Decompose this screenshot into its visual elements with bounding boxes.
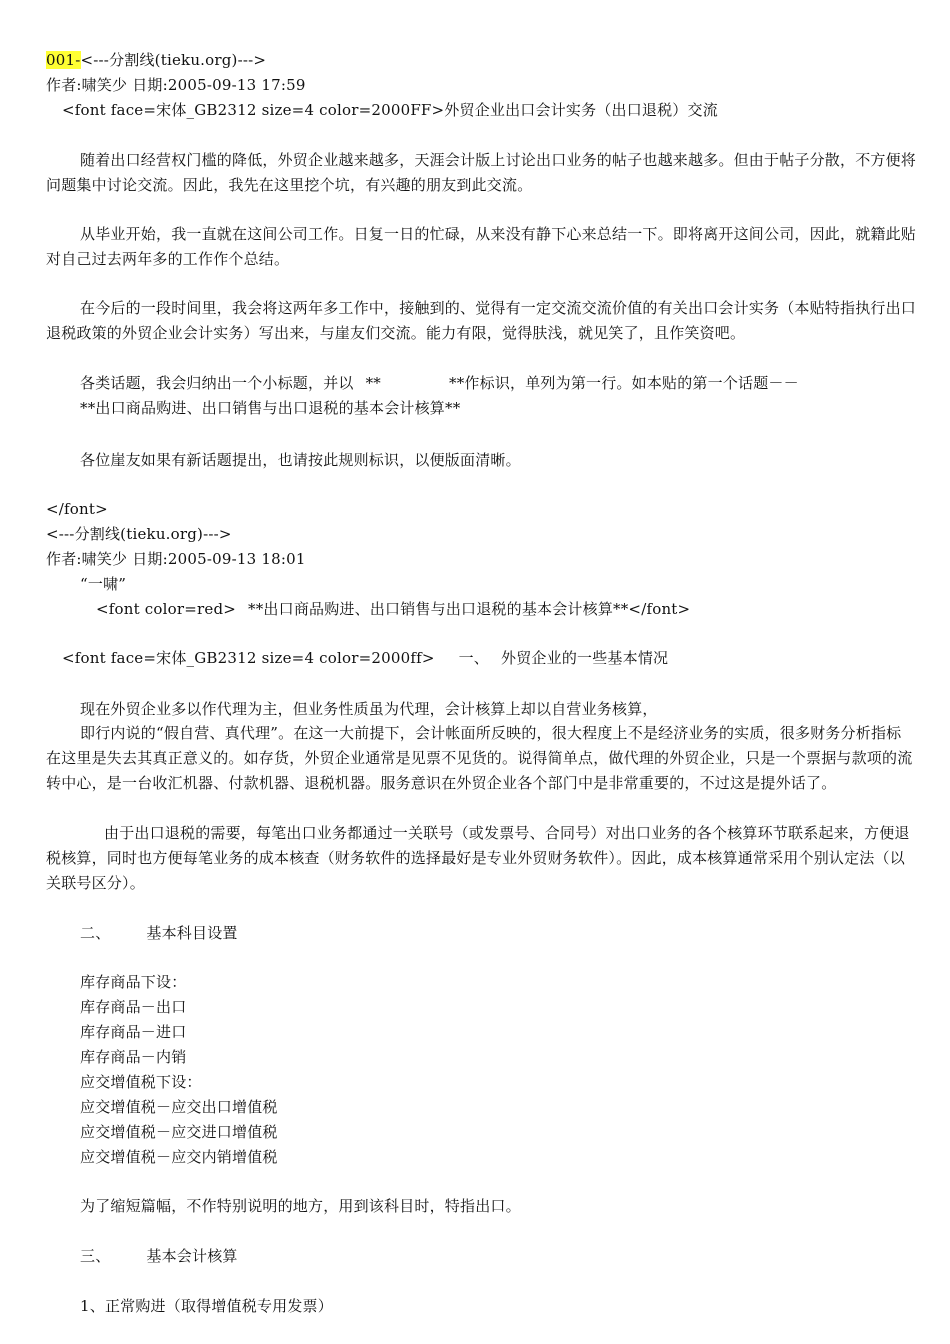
section1-paragraph-1: 现在外贸企业多以作代理为主，但业务性质虽为代理，会计核算上却以自营业务核算， — [80, 700, 658, 718]
section2-number: 二、 — [80, 924, 111, 942]
section3-item-1: 1、正常购进（取得增值税专用发票） — [80, 1297, 333, 1315]
post1-author-line: 作者:啸笑少 日期:2005-09-13 17:59 — [46, 76, 306, 94]
section3-heading — [80, 1244, 916, 1269]
separator-text: <---分割线(tieku.org)---> — [80, 51, 267, 69]
separator-line-1 — [46, 48, 916, 73]
post1-close-font: </font> — [46, 500, 108, 518]
section3-title: 基本会计核算 — [146, 1247, 238, 1265]
highlight-marker: 001- — [46, 51, 81, 69]
p4-left-text: 各类话题，我会归纳出一个小标题，并以 — [80, 374, 354, 392]
post1-paragraph-1: 随着出口经营权门槛的降低，外贸企业越来越多，天涯会计版上讨论出口业务的帖子也越来越多。但由于帖子分散，不方便将问题集中讨论交流。因此，我先在这里挖个坑，有兴趣的朋友到此交流。 — [46, 151, 917, 194]
section3-number: 三、 — [80, 1247, 111, 1265]
account-item: 应交增值税下设： — [80, 1073, 202, 1091]
section1-paragraph-2: 即行内说的“假自营、真代理”。在这一大前提下，会计帐面所反映的，很大程度上不是经济业务的实质，很多财务分析指标在这里是失去其真正意义的。如存货，外贸企业通常是见票不见货的。说得简单点，做代理的外贸企业，只是一个票据与款项的流转中心，是一台收汇机器、付款机器、退税机器。服务意识在外贸企业各个部门中是非常重要的，不过这是提外话了。 — [46, 724, 913, 792]
section1-title: 外贸企业的一些基本情况 — [501, 649, 669, 667]
section1-number: 一、 — [458, 649, 490, 667]
account-item: 库存商品－内销 — [80, 1048, 187, 1066]
post1-font-title: <font face=宋体_GB2312 size=4 color=2000FF>外贸企业出口会计实务（出口退税）交流 — [62, 101, 718, 119]
account-item: 库存商品下设： — [80, 973, 187, 991]
section2-title: 基本科目设置 — [146, 924, 238, 942]
post2-red-title-line — [96, 597, 916, 622]
section1-paragraph-3: 由于出口退税的需要，每笔出口业务都通过一关联号（或发票号、合同号）对出口业务的各个核算环节联系起来，方便退税核算，同时也方便每笔业务的成本核查（财务软件的选择最好是专业外贸财务软件）。因此，成本核算通常采用个别认定法（以关联号区分）。 — [46, 824, 910, 892]
section2-note: 为了缩短篇幅，不作特别说明的地方，用到该科目时，特指出口。 — [80, 1197, 521, 1215]
account-item: 应交增值税－应交内销增值税 — [80, 1148, 278, 1166]
p4-right-text: **作标识，单列为第一行。如本贴的第一个话题－－ — [449, 374, 799, 392]
post2-author-line: 作者:啸笑少 日期:2005-09-13 18:01 — [46, 550, 306, 568]
red-title-text: **出口商品购进、出口销售与出口退税的基本会计核算**</font> — [248, 600, 691, 618]
section1-font-tag: <font face=宋体_GB2312 size=4 color=2000ff> — [62, 649, 435, 667]
account-item: 应交增值税－应交进口增值税 — [80, 1123, 278, 1141]
post1-paragraph-5: 各位崖友如果有新话题提出，也请按此规则标识，以便版面清晰。 — [80, 451, 521, 469]
account-item: 库存商品－进口 — [80, 1023, 187, 1041]
section1-heading — [62, 646, 916, 671]
red-font-open: <font color=red> — [96, 600, 237, 618]
post1-paragraph-2: 从毕业开始，我一直就在这间公司工作。日复一日的忙碌，从来没有静下心来总结一下。即将离开这间公司，因此，就籍此贴对自己过去两年多的工作作个总结。 — [46, 225, 917, 268]
p4-mark: ** — [365, 374, 382, 392]
account-item: 应交增值税－应交出口增值税 — [80, 1098, 278, 1116]
account-item: 库存商品－出口 — [80, 998, 187, 1016]
post1-paragraph-4-line-1 — [80, 371, 916, 396]
post1-paragraph-4-line-2: **出口商品购进、出口销售与出口退税的基本会计核算** — [80, 399, 461, 417]
post2-quote: “一啸” — [80, 575, 127, 593]
separator-line-2: <---分割线(tieku.org)---> — [46, 525, 232, 543]
post1-paragraph-3: 在今后的一段时间里，我会将这两年多工作中，接触到的、觉得有一定交流交流价值的有关出口会计实务（本贴特指执行出口退税政策的外贸企业会计实务）写出来，与崖友们交流。能力有限，觉得肤浅，就见笑了，且作笑资吧。 — [46, 299, 917, 342]
section2-heading — [80, 921, 916, 946]
